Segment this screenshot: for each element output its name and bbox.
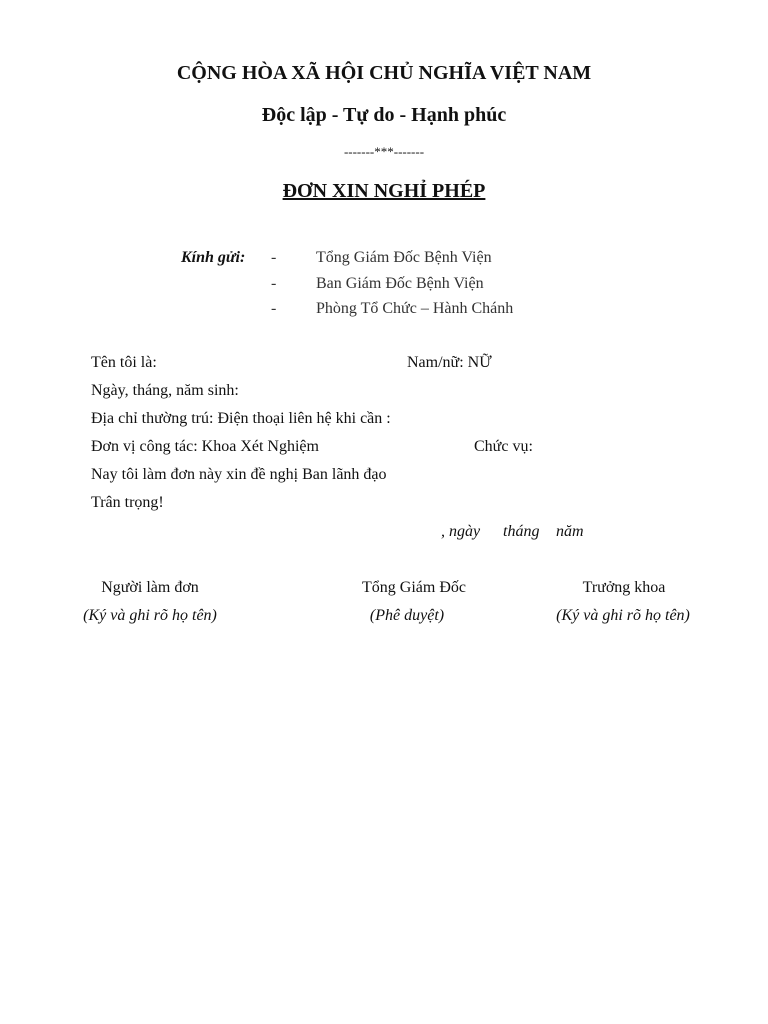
name-label: Tên tôi là: xyxy=(91,354,157,371)
signature-note-department-head: (Ký và ghi rõ họ tên) xyxy=(556,607,690,624)
header-divider: -------***------- xyxy=(343,144,425,159)
recipient-dash: - xyxy=(271,275,277,292)
closing-text: Trân trọng! xyxy=(91,494,164,511)
signature-title-director: Tổng Giám Đốc xyxy=(362,579,466,596)
request-text: Nay tôi làm đơn này xin đề nghị Ban lãnh đạo xyxy=(91,466,387,483)
signature-note-director: (Phê duyệt) xyxy=(369,607,445,624)
signature-note-applicant: (Ký và ghi rõ họ tên) xyxy=(83,607,217,624)
recipient-item: Phòng Tổ Chức – Hành Chánh xyxy=(316,300,514,317)
recipient-item: Tổng Giám Đốc Bệnh Viện xyxy=(316,249,492,266)
recipients-label: Kính gửi: xyxy=(181,249,246,266)
position-label: Chức vụ: xyxy=(474,438,533,455)
national-title: CỘNG HÒA XÃ HỘI CHỦ NGHĨA VIỆT NAM xyxy=(176,62,592,84)
date-day-label: , ngày xyxy=(441,523,481,540)
work-unit-label: Đơn vị công tác: Khoa Xét Nghiệm xyxy=(91,438,319,455)
recipient-item: Ban Giám Đốc Bệnh Viện xyxy=(316,275,484,292)
dob-label: Ngày, tháng, năm sinh: xyxy=(91,382,239,399)
date-year-label: năm xyxy=(556,523,584,540)
document-title: ĐƠN XIN NGHỈ PHÉP xyxy=(282,180,486,202)
recipient-dash: - xyxy=(271,249,277,266)
national-motto: Độc lập - Tự do - Hạnh phúc xyxy=(261,104,507,126)
gender-label: Nam/nữ: NỮ xyxy=(407,354,492,371)
signature-title-applicant: Người làm đơn xyxy=(101,579,199,596)
address-phone-label: Địa chỉ thường trú: Điện thoại liên hệ khi cần : xyxy=(91,410,391,427)
signature-title-department-head: Trưởng khoa xyxy=(582,579,666,596)
recipient-dash: - xyxy=(271,300,277,317)
date-month-label: tháng xyxy=(503,523,540,540)
